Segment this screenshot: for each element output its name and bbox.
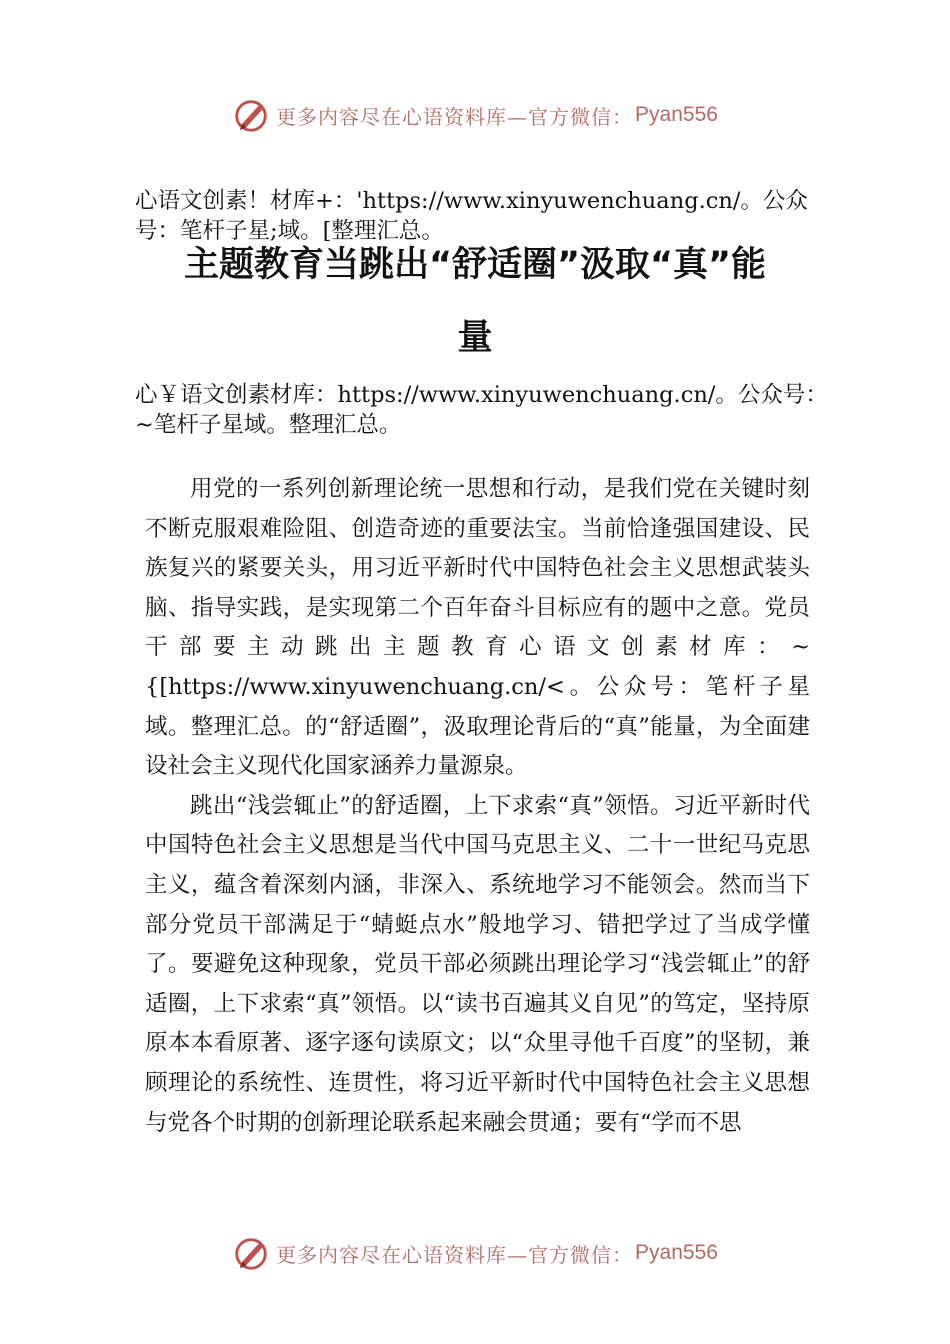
document-title-line-2: 量 — [457, 318, 493, 358]
watermark-line-top: 心语文创素！材库+：'https://www.xinyuwenchuang.cn/。公众号：笔杆子星;域。[整理汇总。 — [135, 188, 808, 244]
watermark-line-second: 心￥语文创素材库：https://www.xinyuwenchuang.cn/。公众号：~笔杆子星域。整理汇总。 — [135, 382, 828, 438]
body-paragraph-2: 跳出“浅尝辄止”的舒适圈，上下求索“真”领悟。习近平新时代中国特色社会主义思想是当代中国马克思主义、二十一世纪马克思主义，蕴含着深刻内涵，非深入、系统地学习不能领会。然而当下部分党员干部满足于“蜻蜓点水”般地学习、错把学过了当成学懂了。要避免这种现象，党员干部必须跳出理论学习“浅尝辄止”的舒适圈，上下求索“真”领悟。以“读书百遍其义自见”的笃定，坚持原原本本看原著、逐字逐句读原文；以“众里寻他千百度”的坚韧，兼顾理论的系统性、连贯性，将习近平新时代中国特色社会主义思想与党各个时期的创新理论联系起来融会贯通；要有“学而不思 — [145, 792, 810, 1136]
body-paragraph-1: 用党的一系列创新理论统一思想和行动，是我们党在关键时刻不断克服艰难险阻、创造奇迹的重要法宝。当前恰逢强国建设、民族复兴的紧要关头，用习近平新时代中国特色社会主义思想武装头脑、指导实践，是实现第二个百年奋斗目标应有的题中之意。党员干部要主动跳出主题教育心语文创素材库：~{[https://www.xinyuwenchuang.cn/<。公众号：笔杆子星域。整理汇总。的“舒适圈”，汲取理论背后的“真”能量，为全面建设社会主义现代化国家涵养力量源泉。 — [145, 476, 810, 780]
pen-logo-icon — [232, 96, 270, 134]
document-body — [145, 470, 810, 1143]
footer-banner — [0, 1228, 950, 1278]
banner-text: 更多内容尽在心语资料库—官方微信： — [276, 1242, 634, 1267]
banner-text: 更多内容尽在心语资料库—官方微信： — [276, 104, 634, 129]
pen-logo-icon — [232, 1234, 270, 1272]
banner-wechat-id: Pyan556 — [635, 1241, 718, 1264]
banner-wechat-id: Pyan556 — [635, 103, 718, 126]
header-banner — [0, 90, 950, 140]
document-title-line-1: 主题教育当跳出“舒适圈”汲取“真”能 — [183, 245, 766, 285]
